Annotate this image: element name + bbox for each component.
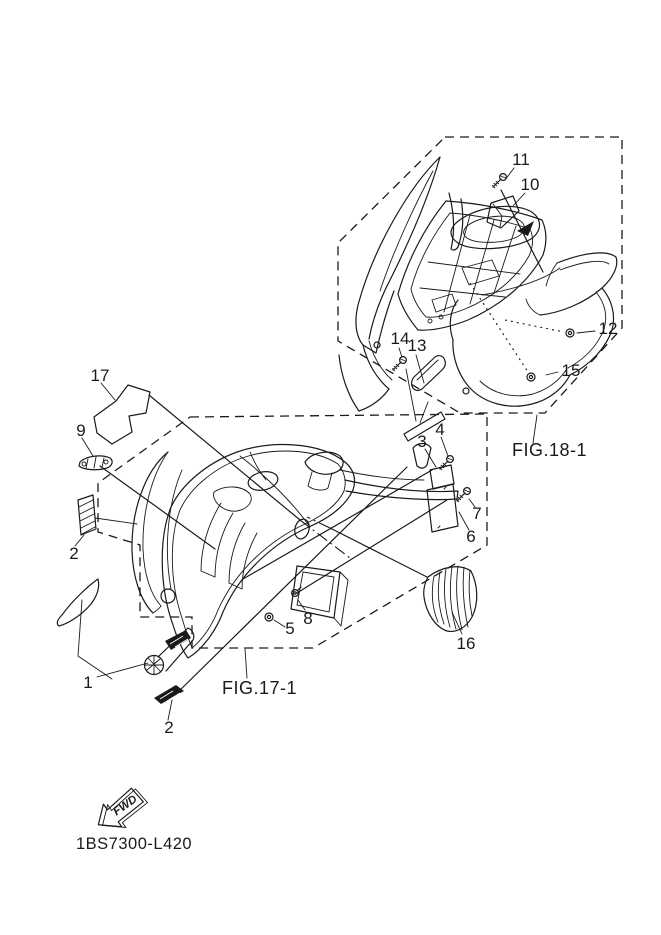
callout-14: 14 xyxy=(390,329,410,348)
part-2-graphic-lower xyxy=(154,685,184,704)
nut-icon-12 xyxy=(566,329,574,337)
drawing-code: 1BS7300-L420 xyxy=(76,835,193,853)
front-body-cover xyxy=(161,445,355,658)
callout-9: 9 xyxy=(76,421,86,440)
callout-4: 4 xyxy=(435,420,445,439)
rear-frame-channel xyxy=(398,201,546,330)
nut-icon-5 xyxy=(265,613,273,621)
fig17-caption: FIG.17-1 xyxy=(222,678,298,698)
callout-16: 16 xyxy=(456,634,476,653)
screw-icon-7 xyxy=(456,488,470,502)
callout-2-lower: 2 xyxy=(164,718,174,737)
part-9-emblem xyxy=(79,456,112,470)
fig17-leader-lines xyxy=(75,383,475,720)
part-16-guard xyxy=(424,566,477,631)
rear-left-mudflap xyxy=(339,341,445,441)
callout-2-upper: 2 xyxy=(69,544,79,563)
callout-3: 3 xyxy=(417,432,427,451)
nut-icon-15 xyxy=(527,373,535,381)
fwd-label: FWD xyxy=(111,793,140,819)
part-13-stay xyxy=(412,356,446,391)
rear-fender-right-wing xyxy=(526,253,617,315)
callout-15: 15 xyxy=(561,361,581,380)
steering-and-side-panels xyxy=(293,444,458,541)
screw-icon-11 xyxy=(492,174,506,188)
callout-13: 13 xyxy=(407,336,427,355)
part-17-flap xyxy=(94,385,150,444)
fig18-region xyxy=(338,137,622,460)
screw-icon-14 xyxy=(392,357,406,371)
callout-11: 11 xyxy=(512,150,530,169)
callout-12: 12 xyxy=(598,319,618,338)
callout-1: 1 xyxy=(83,673,93,692)
fig17-region xyxy=(57,366,487,737)
callout-10: 10 xyxy=(520,175,540,194)
callout-7: 7 xyxy=(472,504,482,523)
callout-5: 5 xyxy=(285,619,295,638)
part-3-plate xyxy=(430,465,454,489)
callout-17: 17 xyxy=(90,366,110,385)
footwell-guard-frame xyxy=(291,566,348,626)
callout-6: 6 xyxy=(466,527,476,546)
fwd-stamp xyxy=(90,783,152,840)
fig18-caption: FIG.18-1 xyxy=(512,440,588,460)
rear-fender-left-fin xyxy=(356,157,463,353)
callout-8: 8 xyxy=(303,609,313,628)
part-2-graphic-upper xyxy=(78,495,96,535)
